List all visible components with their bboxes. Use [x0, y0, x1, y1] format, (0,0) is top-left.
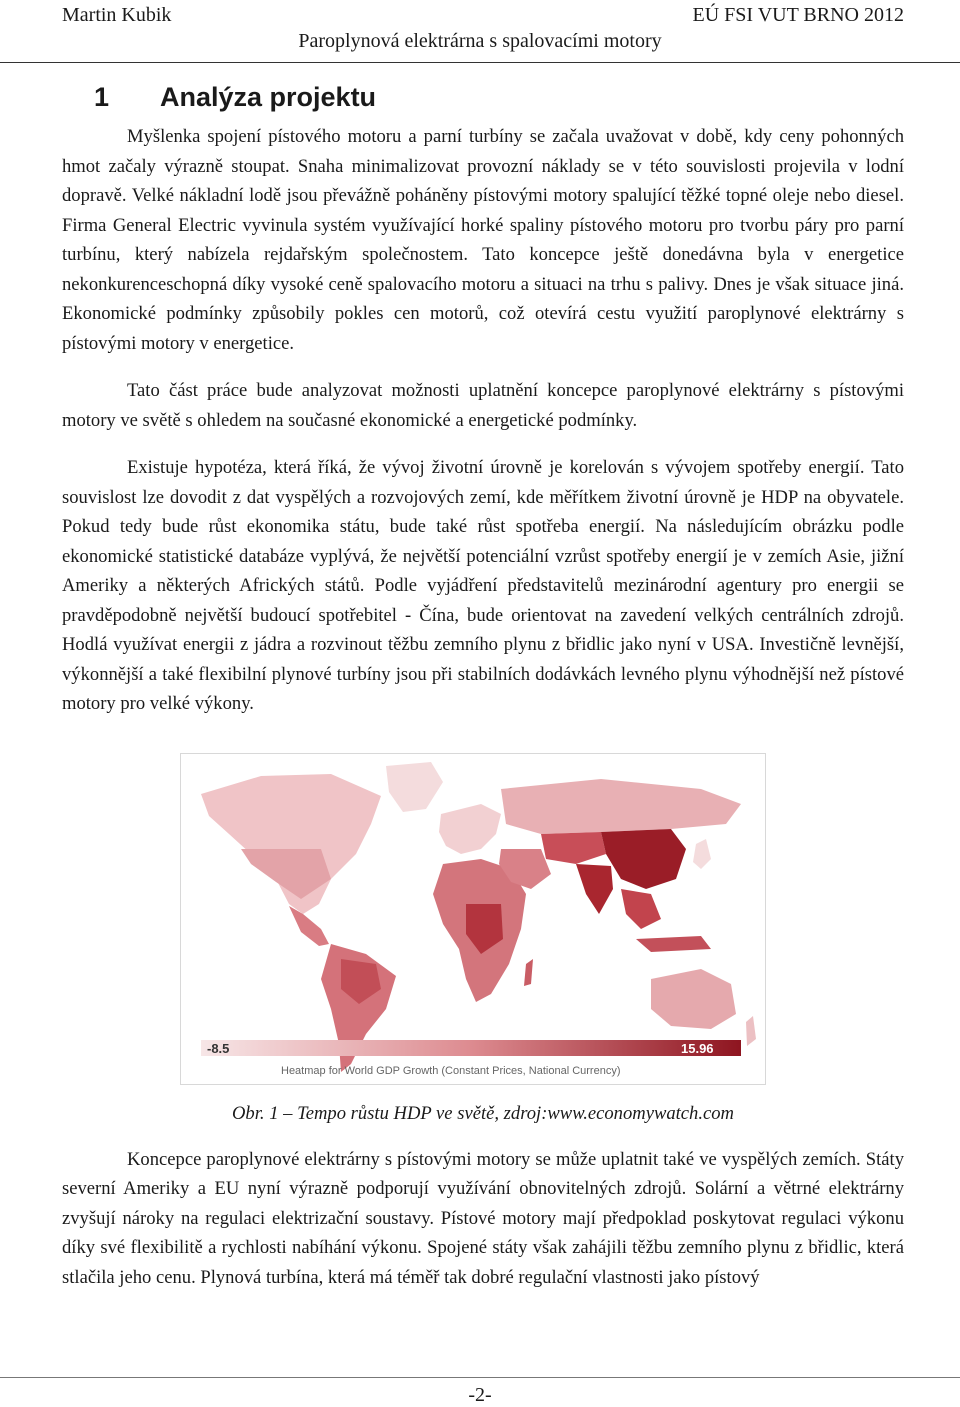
figure-caption: Obr. 1 – Tempo růstu HDP ve světě, zdroj:www.economywatch.com [232, 1102, 734, 1124]
page-content [62, 78, 904, 1292]
header-institution: EÚ FSI VUT BRNO 2012 [692, 4, 904, 26]
footer-rule [0, 1377, 960, 1378]
section-heading [62, 78, 904, 116]
paragraph-intro: Myšlenka spojení pístového motoru a parní turbíny se začala uvažovat v době, kdy ceny pohonných hmot začaly výrazně stoupat. Snaha minimalizovat provozní náklady se v této souvislosti projevila v lodní dopravě. Velké nákladní lodě jsou převážně poháněny pístovými motory spalující těžké topné oleje nebo diesel. Firma General Electric vyvinula systém využívající horké spaliny pístového motoru pro tvorbu páry pro parní turbínu, který nabízela rejdařským společnostem. Tato koncepce ještě donedávna byla v energetice nekonkurenceschopná díky vysoké ceně spalovacího motoru a situaci na trhu s palivy. Dnes je však situace jiná. Ekonomické podmínky způsobily pokles cen motorů, což otevírá cestu využití paroplynové elektrárny s pístovými motory v energetice. [62, 126, 904, 354]
legend-bar [201, 1040, 741, 1056]
paragraph-closing: Koncepce paroplynové elektrárny s pístovými motory se může uplatnit také ve vyspělých zemích. Státy severní Ameriky a EU nyní výrazně podporují využívání obnovitelných zdrojů. Solární a větrné elektrárny zvyšují nároky na regulaci elektrizační soustavy. Pístové motory mají předpoklad poskytovat regulaci výkonu díky své flexibilitě a rychlosti nabíhání výkonu. Spojené státy však zahájili těžbu zemního plynu z břidlic, která stlačila jeho cenu. Plynová turbína, která má téměř tak dobré regulační vlastnosti jako pístový [62, 1148, 904, 1288]
legend-min-label: -8.5 [207, 1040, 230, 1056]
paragraph-scope: Tato část práce bude analyzovat možnosti uplatnění koncepce paroplynové elektrárny s pístovými motory ve světě s ohledem na současné ekonomické a energetické podmínky. [62, 380, 904, 431]
page-number: -2- [468, 1384, 492, 1406]
world-gdp-heatmap [180, 753, 766, 1085]
header-subtitle: Paroplynová elektrárna s spalovacími motory [298, 30, 662, 52]
section-number: 1 [94, 82, 110, 112]
paragraph-hypothesis: Existuje hypotéza, která říká, že vývoj životní úrovně je korelován s vývojem spotřeby energií. Tato souvislost lze dovodit z dat vyspělých a rozvojových zemí, kde měřítkem životní úrovně je HDP na obyvatele. Pokud tedy bude růst ekonomika státu, bude také růst spotřeba energií. Na následujícím obrázku podle ekonomické statistické databáze vyplývá, že největší potenciální vzrůst spotřeby energií je v zemích Asie, jižní Ameriky a některých Afrických států. Podle vyjádření představitelů mezinárodní agentury pro energii se pravděpodobně největší budoucí spotřebitel - Čína, bude orientovat na zavedení velkých centrálních zdrojů. Hodlá využívat energii z jádra a rozvinout těžbu zemního plynu z břidlic jako nyní v USA. Investičně levnější, výkonnější a také flexibilní plynové turbíny jsou při stabilních dodávkách levného plynu výhodnější než pístové motory pro velké výkony. [62, 457, 904, 714]
header-author: Martin Kubik [62, 4, 172, 26]
section-title: Analýza projektu [160, 82, 377, 112]
map-inner-caption: Heatmap for World GDP Growth (Constant Prices, National Currency) [281, 1064, 621, 1077]
figure-gdp-map [62, 753, 904, 1127]
legend-max-label: 15.96 [681, 1040, 714, 1056]
header-rule [0, 62, 960, 63]
page-header [0, 0, 960, 64]
